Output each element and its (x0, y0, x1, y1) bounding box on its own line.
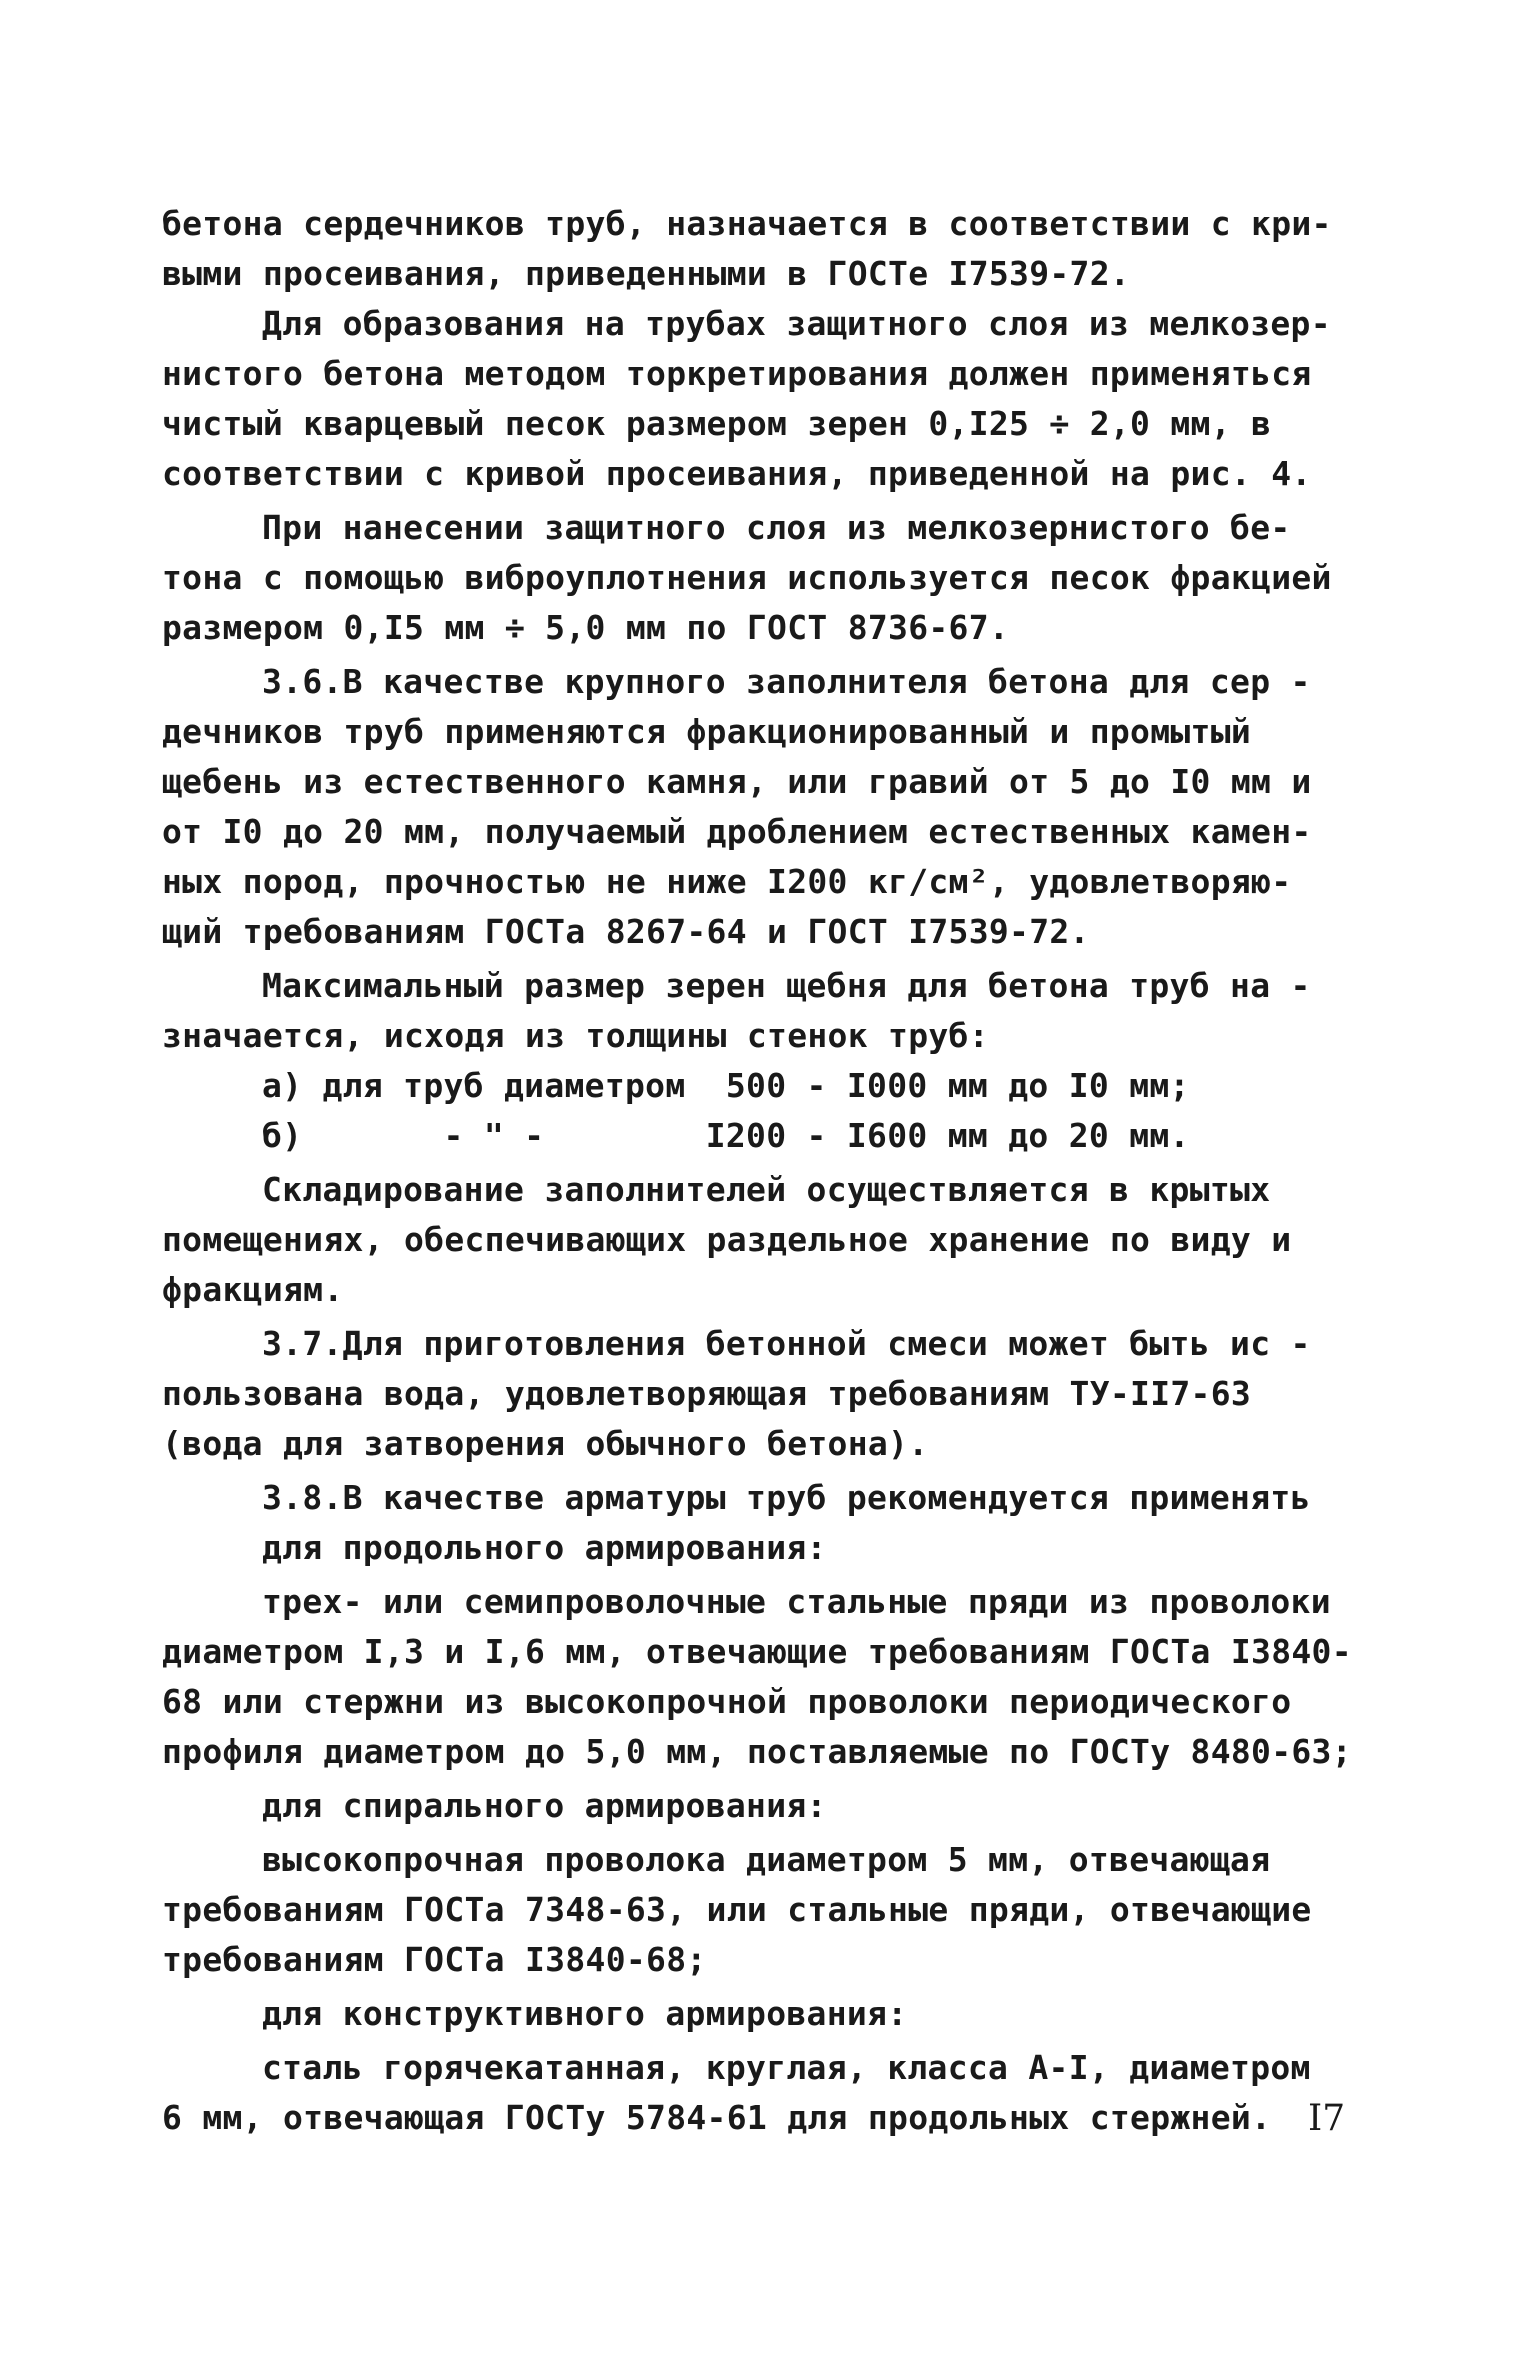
text-line: для спирального армирования: (262, 1786, 827, 1825)
page-number: I7 (1308, 2098, 1346, 2139)
text-line: для продольного армирования: (262, 1528, 827, 1567)
text-line: сталь горячекатанная, круглая, класса А-I, диаметром (262, 2048, 1311, 2087)
text-line: требованиям ГОСТа I3840-68; (162, 1940, 707, 1979)
text-line: для конструктивного армирования: (262, 1994, 908, 2033)
text-line: соответствии с кривой просеивания, приведенной на рис. 4. (162, 454, 1312, 493)
text-line: 68 или стержни из высокопрочной проволоки периодического (162, 1682, 1292, 1721)
text-line: выми просеивания, приведенными в ГОСТе I7539-72. (162, 254, 1131, 293)
text-line: нистого бетона методом торкретирования должен применяться (162, 354, 1312, 393)
text-line: чистый кварцевый песок размером зерен 0,I25 ÷ 2,0 мм, в (162, 404, 1272, 443)
text-line: 6 мм, отвечающая ГОСТу 5784-61 для продольных стержней. (162, 2098, 1272, 2137)
text-line: от I0 до 20 мм, получаемый дроблением естественных камен- (162, 812, 1312, 851)
text-line: тона с помощью виброуплотнения используется песок фракцией (162, 558, 1332, 597)
text-line: пользована вода, удовлетворяющая требованиям ТУ-II7-63 (162, 1374, 1252, 1413)
text-line: 3.8.В качестве арматуры труб рекомендуется применять (262, 1478, 1311, 1517)
text-line: профиля диаметром до 5,0 мм, поставляемые по ГОСТу 8480-63; (162, 1732, 1352, 1771)
text-line: диаметром I,3 и I,6 мм, отвечающие требованиям ГОСТа I3840- (162, 1632, 1352, 1671)
text-line: щебень из естественного камня, или гравий от 5 до I0 мм и (162, 762, 1312, 801)
text-line: требованиям ГОСТа 7348-63, или стальные пряди, отвечающие (162, 1890, 1312, 1929)
text-line: (вода для затворения обычного бетона). (162, 1424, 929, 1463)
text-line: б) - " - I200 - I600 мм до 20 мм. (262, 1116, 1190, 1155)
text-line: помещениях, обеспечивающих раздельное хранение по виду и (162, 1220, 1292, 1259)
text-line: 3.6.В качестве крупного заполнителя бетона для сер - (262, 662, 1311, 701)
text-line: значается, исходя из толщины стенок труб: (162, 1016, 989, 1055)
text-line: бетона сердечников труб, назначается в соответствии с кри- (162, 204, 1332, 243)
text-line: Складирование заполнителей осуществляется в крытых (262, 1170, 1271, 1209)
text-line: ных пород, прочностью не ниже I200 кг/см², удовлетворяю- (162, 862, 1292, 901)
text-line: фракциям. (162, 1270, 344, 1309)
text-line: 3.7.Для приготовления бетонной смеси может быть ис - (262, 1324, 1311, 1363)
text-line: дечников труб применяются фракционированный и промытый (162, 712, 1252, 751)
text-line: высокопрочная проволока диаметром 5 мм, отвечающая (262, 1840, 1271, 1879)
text-line: размером 0,I5 мм ÷ 5,0 мм по ГОСТ 8736-67. (162, 608, 1010, 647)
text-line: трех- или семипроволочные стальные пряди из проволоки (262, 1582, 1331, 1621)
text-line: При нанесении защитного слоя из мелкозернистого бе- (262, 508, 1291, 547)
text-line: а) для труб диаметром 500 - I000 мм до I0 мм; (262, 1066, 1190, 1105)
text-line: Для образования на трубах защитного слоя из мелкозер- (262, 304, 1331, 343)
text-line: щий требованиям ГОСТа 8267-64 и ГОСТ I7539-72. (162, 912, 1090, 951)
text-line: Максимальный размер зерен щебня для бетона труб на - (262, 966, 1311, 1005)
